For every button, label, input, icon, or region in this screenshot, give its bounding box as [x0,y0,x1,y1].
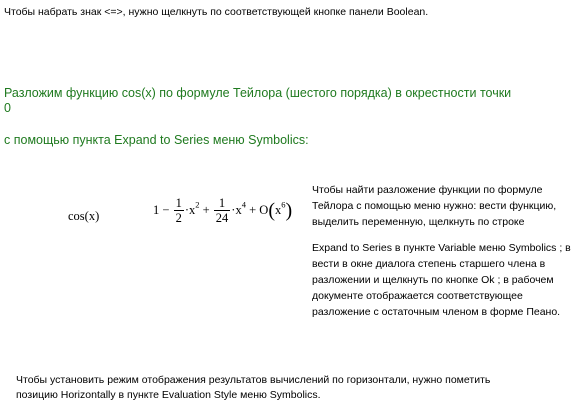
left-paren: ( [268,199,275,222]
intro-line-1: Разложим функцию cos(x) по формуле Тейлора (шестого порядка) в окрестности точки [4,86,512,100]
side-notes [312,182,574,320]
right-paren: ) [285,199,293,222]
fraction-numerator: 1 [175,196,182,210]
big-o-symbol: O [259,203,269,217]
math-lhs: cos(x) [68,209,100,223]
side-note-para-1: Чтобы найти разложение функции по формуле Тейлора с помощью меню нужно: вести функцию, выделить переменную, щелкнуть по строке [312,184,557,228]
constant-term: 1 [153,203,160,217]
term-variable: ·x [231,203,242,217]
remainder-exponent: 6 [281,199,286,210]
intro-line-3: с помощью пункта Expand to Series меню Symbolics: [4,133,309,147]
remainder-variable: x [274,203,282,217]
term-variable: ·x [184,203,196,217]
bottom-note-line-2: позицию Horizontally в пункте Evaluation Style меню Symbolics. [16,389,321,401]
minus-sign: − [162,203,170,217]
taylor-expansion-result [153,196,292,225]
fraction-numerator: 1 [214,196,231,211]
bottom-note-line-1: Чтобы установить режим отображения результатов вычислений по горизонтали, нужно пометить [16,374,491,386]
intro-line-2: 0 [4,101,11,115]
fraction-denominator: 2 [175,211,182,225]
term-exponent: 4 [241,199,246,210]
top-note: Чтобы набрать знак <=>, нужно щелкнуть по соответствующей кнопке панели Boolean. [4,6,429,18]
term-exponent: 2 [195,199,200,210]
fraction-denominator: 24 [215,211,229,225]
fraction-one-twentyfourth [214,196,231,225]
fraction-one-half [174,196,184,225]
plus-sign: + [249,203,257,217]
plus-sign: + [202,203,210,217]
side-note-para-2: Expand to Series в пункте Variable меню Symbolics ; в вести в окне диалога степень старшего члена в разложении и щелкнуть по кнопке Ok ; в рабочем документе отображается соответствующее разложение с остаточным членом в форме Пеано. [312,242,571,318]
